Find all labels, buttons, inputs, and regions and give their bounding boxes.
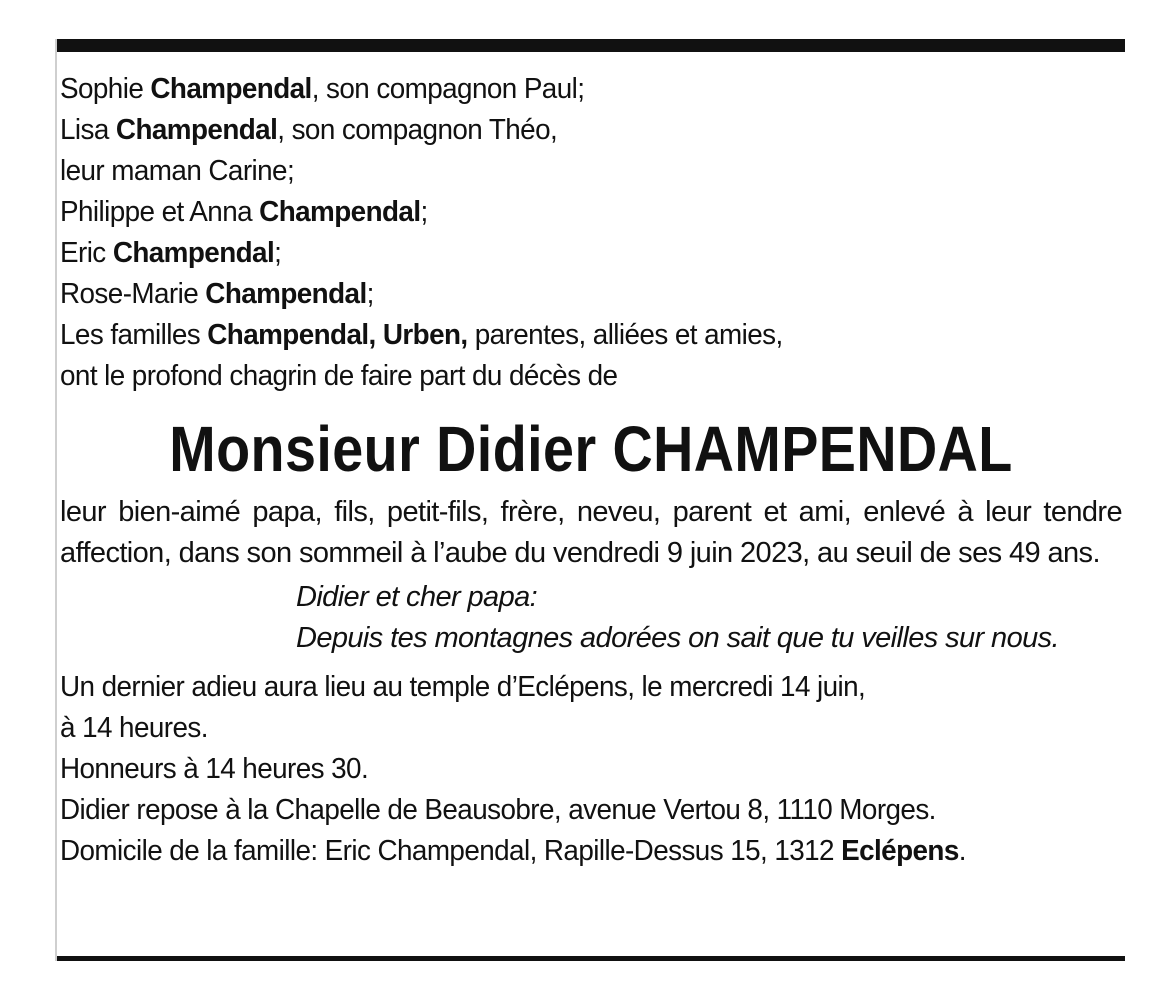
obituary-notice — [55, 39, 1125, 961]
family-line: leur maman Carine; — [60, 155, 295, 187]
description-paragraph: leur bien-aimé papa, fils, petit-fils, frère, neveu, parent et ami, enlevé à leur tendre affection, dans son sommeil à l’aube du vendredi 9 juin 2023, au seuil de ses 49 ans. — [60, 496, 1122, 569]
family-line: Sophie Champendal, son compagnon Paul; — [60, 73, 585, 105]
ceremony-info — [60, 667, 1122, 872]
family-line: ont le profond chagrin de faire part du décès de — [60, 360, 618, 392]
family-line: Rose-Marie Champendal; — [60, 278, 374, 310]
ceremony-line: Domicile de la famille: Eric Champendal, Rapille-Dessus 15, 1312 Eclépens. — [60, 835, 966, 867]
family-line: Eric Champendal; — [60, 237, 282, 269]
ceremony-line: à 14 heures. — [60, 712, 208, 744]
ceremony-line: Honneurs à 14 heures 30. — [60, 753, 369, 785]
deceased-name: Monsieur Didier CHAMPENDAL — [169, 413, 1013, 485]
family-line: Philippe et Anna Champendal; — [60, 196, 428, 228]
family-line: Les familles Champendal, Urben, parentes, alliées et amies, — [60, 319, 783, 351]
bottom-rule — [57, 956, 1125, 961]
top-rule — [57, 39, 1125, 52]
family-list — [60, 69, 1122, 397]
verse-line: Depuis tes montagnes adorées on sait que tu veilles sur nous. — [296, 622, 1059, 654]
verse-line: Didier et cher papa: — [296, 581, 538, 613]
family-line: Lisa Champendal, son compagnon Théo, — [60, 114, 558, 146]
notice-content — [60, 69, 1122, 872]
ceremony-line: Un dernier adieu aura lieu au temple d’Eclépens, le mercredi 14 juin, — [60, 671, 866, 703]
ceremony-line: Didier repose à la Chapelle de Beausobre, avenue Vertou 8, 1110 Morges. — [60, 794, 936, 826]
